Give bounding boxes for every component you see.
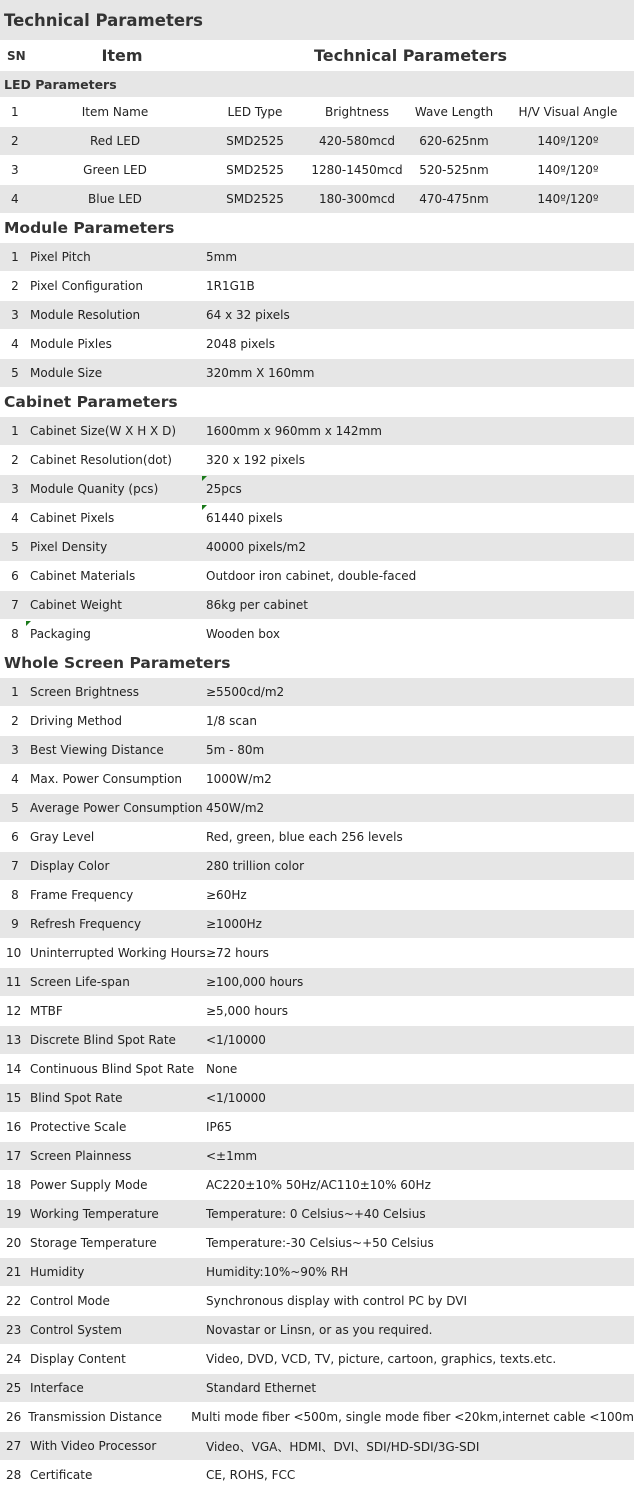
parameter-name: Module Resolution [30, 308, 141, 322]
table-row [0, 1026, 634, 1055]
table-row [0, 1461, 634, 1490]
parameter-name: Gray Level [30, 830, 95, 844]
led-type: LED Type [227, 105, 283, 119]
led-brightness: Brightness [325, 105, 389, 119]
led-item-name: Green LED [83, 163, 147, 177]
table-row [0, 1432, 634, 1461]
parameter-value: ≥60Hz [206, 888, 247, 902]
parameter-value: None [206, 1062, 238, 1076]
row-number: 6 [11, 569, 19, 583]
row-number: 5 [11, 540, 19, 554]
table-row [0, 591, 634, 620]
parameter-value: <1/10000 [206, 1033, 266, 1047]
table-row [0, 98, 634, 127]
table-row [0, 997, 634, 1026]
table-row [0, 1403, 634, 1432]
parameter-name: Display Color [30, 859, 110, 873]
parameter-name: Best Viewing Distance [30, 743, 164, 757]
row-number: 23 [6, 1323, 22, 1337]
parameter-value: 320 x 192 pixels [206, 453, 306, 467]
parameter-name: Cabinet Materials [30, 569, 136, 583]
column-header-sn: SN [7, 48, 26, 63]
parameter-value: Red, green, blue each 256 levels [206, 830, 403, 844]
led-type: SMD2525 [226, 163, 284, 177]
row-number: 27 [6, 1439, 22, 1453]
led-brightness: 420-580mcd [318, 134, 396, 148]
parameter-name: Refresh Frequency [30, 917, 142, 931]
table-row [0, 736, 634, 765]
table-row [0, 1142, 634, 1171]
parameter-value: 25pcs [206, 482, 634, 496]
led-visual-angle: 140º/120º [537, 134, 599, 148]
parameter-value: 2048 pixels [206, 337, 276, 351]
table-row [0, 359, 634, 388]
led-sn: 4 [11, 192, 19, 206]
parameter-value: Synchronous display with control PC by DVI [206, 1294, 468, 1308]
row-number: 15 [6, 1091, 22, 1105]
table-row [0, 446, 634, 475]
row-number: 3 [11, 308, 19, 322]
parameter-value: Video、VGA、HDMI、DVI、SDI/HD-SDI/3G-SDI [206, 1439, 480, 1454]
parameter-name: Protective Scale [30, 1120, 127, 1134]
row-number: 4 [11, 772, 19, 786]
section-heading-whole-screen: Whole Screen Parameters [0, 649, 634, 678]
table-row [0, 1229, 634, 1258]
led-wave-length: 520-525nm [419, 163, 489, 177]
parameter-name: Cabinet Pixels [30, 511, 115, 525]
led-brightness: 1280-1450mcd [311, 163, 403, 177]
led-item-name: Blue LED [88, 192, 142, 206]
table-row [0, 1345, 634, 1374]
led-wave-length: 470-475nm [419, 192, 489, 206]
parameter-value: 40000 pixels/m2 [206, 540, 307, 554]
row-number: 26 [6, 1410, 22, 1424]
table-row [0, 765, 634, 794]
parameter-value: Temperature:-30 Celsius~+50 Celsius [206, 1236, 434, 1250]
parameter-name: Max. Power Consumption [30, 772, 183, 786]
parameter-name: Frame Frequency [30, 888, 134, 902]
row-number: 7 [11, 859, 19, 873]
parameter-name: Packaging [30, 627, 206, 641]
parameter-name: Discrete Blind Spot Rate [30, 1033, 176, 1047]
table-row [0, 417, 634, 446]
parameter-value: 450W/m2 [206, 801, 265, 815]
parameter-value: 5m - 80m [206, 743, 265, 757]
row-number: 21 [6, 1265, 22, 1279]
module-table [0, 243, 634, 388]
row-number: 3 [11, 482, 19, 496]
table-row [0, 968, 634, 997]
parameter-value: Novastar or Linsn, or as you required. [206, 1323, 433, 1337]
row-number: 1 [11, 250, 19, 264]
parameter-name: Humidity [30, 1265, 85, 1279]
parameter-name: Uninterrupted Working Hours [30, 946, 206, 960]
parameter-value: 64 x 32 pixels [206, 308, 290, 322]
parameter-value: Humidity:10%~90% RH [206, 1265, 349, 1279]
parameter-value: CE, ROHS, FCC [206, 1468, 296, 1482]
parameter-value: ≥1000Hz [206, 917, 262, 931]
parameter-value: 5mm [206, 250, 238, 264]
table-row [0, 330, 634, 359]
column-header-params: Technical Parameters [314, 46, 507, 65]
led-sn: 1 [11, 105, 19, 119]
parameter-value: ≥5500cd/m2 [206, 685, 285, 699]
parameter-value: ≥100,000 hours [206, 975, 304, 989]
parameter-value: <1/10000 [206, 1091, 266, 1105]
section-heading-cabinet: Cabinet Parameters [0, 388, 634, 417]
led-visual-angle: 140º/120º [537, 192, 599, 206]
row-number: 22 [6, 1294, 22, 1308]
led-visual-angle: 140º/120º [537, 163, 599, 177]
parameter-value: Outdoor iron cabinet, double-faced [206, 569, 417, 583]
table-row [0, 939, 634, 968]
parameter-value: Wooden box [206, 627, 280, 641]
parameter-value: 1600mm x 960mm x 142mm [206, 424, 382, 438]
parameter-name: Control Mode [30, 1294, 110, 1308]
row-number: 25 [6, 1381, 22, 1395]
table-row [0, 852, 634, 881]
parameter-value: Standard Ethernet [206, 1381, 317, 1395]
led-wave-length: 620-625nm [419, 134, 489, 148]
row-number: 28 [6, 1468, 22, 1482]
parameter-name: Cabinet Weight [30, 598, 122, 612]
table-row [0, 533, 634, 562]
row-number: 11 [6, 975, 22, 989]
row-number: 17 [6, 1149, 22, 1163]
row-number: 1 [11, 685, 19, 699]
table-row [0, 127, 634, 156]
parameter-name: MTBF [30, 1004, 63, 1018]
led-type: SMD2525 [226, 134, 284, 148]
row-number: 1 [11, 424, 19, 438]
row-number: 14 [6, 1062, 22, 1076]
parameter-value: 1R1G1B [206, 279, 255, 293]
parameter-name: Control System [30, 1323, 122, 1337]
row-number: 2 [11, 279, 19, 293]
parameter-value: Multi mode fiber <500m, single mode fiber <20km,internet cable <100m [191, 1410, 634, 1424]
table-row [0, 620, 634, 649]
row-number: 3 [11, 743, 19, 757]
row-number: 20 [6, 1236, 22, 1250]
table-row [0, 794, 634, 823]
table-row [0, 504, 634, 533]
table-row [0, 185, 634, 214]
parameter-value: 280 trillion color [206, 859, 305, 873]
parameter-name: Module Pixles [30, 337, 112, 351]
parameter-name: Pixel Pitch [30, 250, 91, 264]
parameter-value: 1/8 scan [206, 714, 257, 728]
table-row [0, 1316, 634, 1345]
table-row [0, 243, 634, 272]
column-header-item: Item [101, 46, 143, 65]
led-brightness: 180-300mcd [318, 192, 396, 206]
led-table [0, 98, 634, 214]
parameter-value: Video, DVD, VCD, TV, picture, cartoon, graphics, texts.etc. [206, 1352, 557, 1366]
parameter-name: Cabinet Resolution(dot) [30, 453, 172, 467]
row-number: 16 [6, 1120, 22, 1134]
parameter-value: Temperature: 0 Celsius~+40 Celsius [206, 1207, 426, 1221]
parameter-name: Transmission Distance [28, 1410, 163, 1424]
parameter-name: Cabinet Size(W X H X D) [30, 424, 177, 438]
row-number: 4 [11, 337, 19, 351]
row-number: 2 [11, 453, 19, 467]
parameter-value: <±1mm [206, 1149, 258, 1163]
led-sn: 3 [11, 163, 19, 177]
section-heading-led: LED Parameters [0, 71, 634, 98]
led-visual-angle: H/V Visual Angle [518, 105, 618, 119]
table-row [0, 910, 634, 939]
table-row [0, 678, 634, 707]
table-row [0, 1055, 634, 1084]
led-sn: 2 [11, 134, 19, 148]
parameter-value: 320mm X 160mm [206, 366, 315, 380]
parameter-name: Blind Spot Rate [30, 1091, 123, 1105]
led-item-name: Item Name [81, 105, 149, 119]
parameter-value: ≥72 hours [206, 946, 269, 960]
row-number: 19 [6, 1207, 22, 1221]
parameter-name: Pixel Density [30, 540, 108, 554]
parameter-name: Pixel Configuration [30, 279, 143, 293]
parameter-name: Screen Plainness [30, 1149, 132, 1163]
parameter-name: Screen Life-span [30, 975, 130, 989]
row-number: 8 [11, 627, 19, 641]
parameter-value: ≥5,000 hours [206, 1004, 288, 1018]
parameter-value: 1000W/m2 [206, 772, 272, 786]
table-row [0, 823, 634, 852]
parameter-name: Module Quanity (pcs) [30, 482, 159, 496]
row-number: 8 [11, 888, 19, 902]
table-row [0, 1171, 634, 1200]
cabinet-table [0, 417, 634, 649]
table-row [0, 707, 634, 736]
table-row [0, 1200, 634, 1229]
table-row [0, 156, 634, 185]
table-row [0, 1113, 634, 1142]
row-number: 4 [11, 511, 19, 525]
table-row [0, 1258, 634, 1287]
table-row [0, 1287, 634, 1316]
parameter-name: Certificate [30, 1468, 93, 1482]
parameter-name: Storage Temperature [30, 1236, 157, 1250]
row-number: 5 [11, 801, 19, 815]
led-item-name: Red LED [89, 134, 141, 148]
parameter-name: Module Size [30, 366, 103, 380]
row-number: 7 [11, 598, 19, 612]
row-number: 9 [11, 917, 19, 931]
row-number: 24 [6, 1352, 22, 1366]
parameter-name: Continuous Blind Spot Rate [30, 1062, 195, 1076]
row-number: 13 [6, 1033, 22, 1047]
parameter-name: Working Temperature [30, 1207, 159, 1221]
parameter-name: Average Power Consumption [30, 801, 203, 815]
table-row [0, 272, 634, 301]
parameter-name: Driving Method [30, 714, 122, 728]
section-heading-module: Module Parameters [0, 214, 634, 243]
table-row [0, 475, 634, 504]
parameter-name: Screen Brightness [30, 685, 139, 699]
parameter-name: Interface [30, 1381, 84, 1395]
row-number: 6 [11, 830, 19, 844]
led-wave-length: Wave Length [414, 105, 494, 119]
led-type: SMD2525 [226, 192, 284, 206]
parameter-name: Display Content [30, 1352, 126, 1366]
parameter-value: AC220±10% 50Hz/AC110±10% 60Hz [206, 1178, 431, 1192]
table-row [0, 881, 634, 910]
row-number: 5 [11, 366, 19, 380]
parameter-value: IP65 [206, 1120, 233, 1134]
whole-screen-table [0, 678, 634, 1490]
parameter-name: With Video Processor [30, 1439, 157, 1453]
parameter-value: 86kg per cabinet [206, 598, 308, 612]
table-row [0, 1084, 634, 1113]
row-number: 18 [6, 1178, 22, 1192]
row-number: 2 [11, 714, 19, 728]
row-number: 10 [6, 946, 22, 960]
column-header-row [0, 41, 634, 71]
row-number: 12 [6, 1004, 22, 1018]
table-row [0, 562, 634, 591]
table-row [0, 301, 634, 330]
parameter-name: Power Supply Mode [30, 1178, 148, 1192]
parameter-value: 61440 pixels [206, 511, 634, 525]
sheet-title: Technical Parameters [0, 0, 634, 41]
table-row [0, 1374, 634, 1403]
